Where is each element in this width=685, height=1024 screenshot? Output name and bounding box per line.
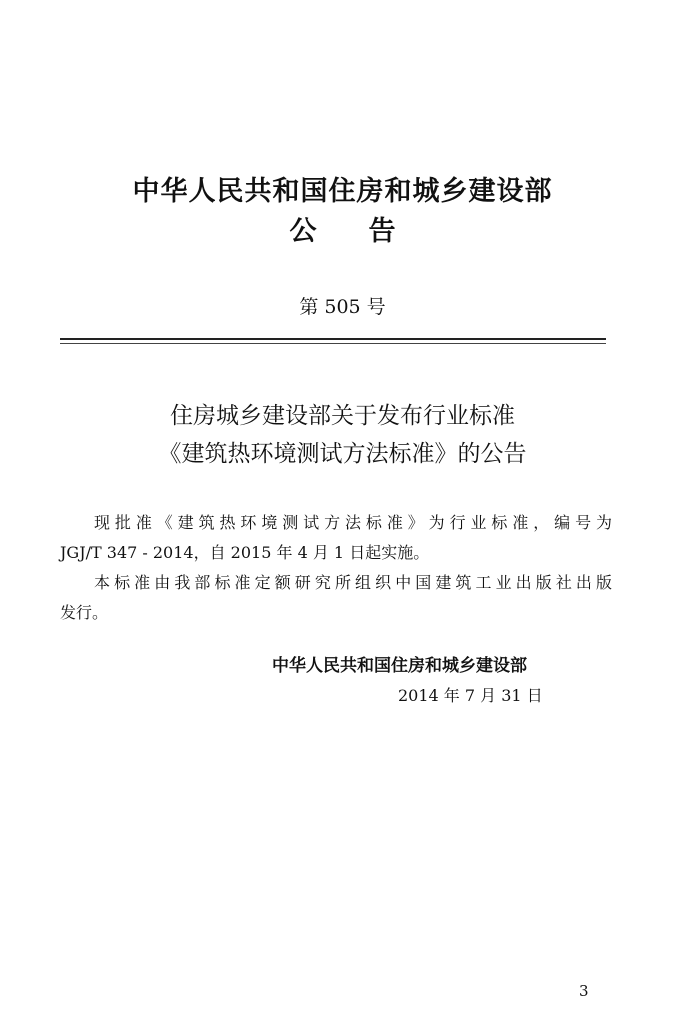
paragraph-line: 发行。 (60, 603, 109, 622)
signature-organization: 中华人民共和国住房和城乡建设部 (272, 656, 527, 676)
paragraph-line: JGJ/T 347 - 2014，自 2015 年 4 月 1 日起实施。 (60, 543, 430, 562)
notice-title: 公告 (289, 216, 448, 247)
paragraph-line: 本标准由我部标准定额研究所组织中国建筑工业出版社出版 (94, 573, 612, 592)
header-rule-thin (60, 343, 606, 344)
paragraph-line: 现批准《建筑热环境测试方法标准》为行业标准，编号为 (94, 513, 612, 532)
header-rule-thick (60, 338, 606, 340)
signature-date: 2014 年 7 月 31 日 (398, 686, 543, 705)
body-paragraph-2 (60, 568, 612, 628)
subject-line-1: 住房城乡建设部关于发布行业标准 (170, 403, 515, 429)
body-paragraph-1 (60, 508, 612, 568)
ministry-title: 中华人民共和国住房和城乡建设部 (132, 176, 553, 207)
notice-number: 第 505 号 (299, 296, 386, 318)
page-number: 3 (579, 982, 589, 1000)
subject-line-2: 《建筑热环境测试方法标准》的公告 (158, 441, 527, 467)
